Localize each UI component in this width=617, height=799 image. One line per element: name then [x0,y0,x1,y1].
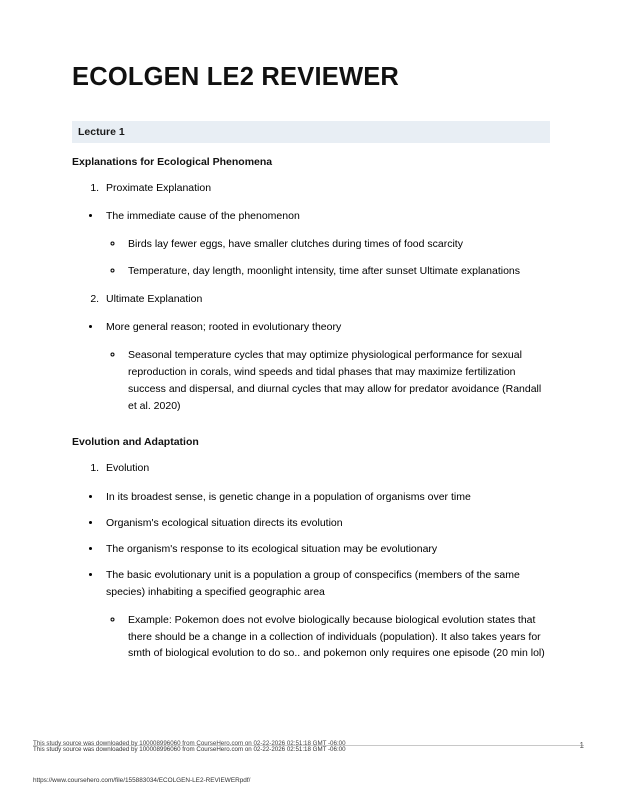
section-band-lecture-1: Lecture 1 [72,121,550,143]
subbullet-list-proximate [72,236,550,280]
list-item: ◦ Birds lay fewer eggs, have smaller clutches during times of food scarcity [124,236,550,253]
numbered-list-proximate [72,181,550,196]
heading-evolution-and-adaptation: Evolution and Adaptation [72,436,199,449]
list-item: 2. Ultimate Explanation [102,292,550,307]
list-item: ◦ Temperature, day length, moonlight intensity, time after sunset Ultimate explanations [124,263,550,280]
watermark-text-overlay: This study source was downloaded by 100008996060 from CourseHero.com on 02-22-2026 02:51:18 GMT -06:00 [33,746,346,753]
list-item: • The immediate cause of the phenomenon [102,208,550,224]
bullet-list-ultimate [72,319,550,335]
numbered-list-ultimate [72,292,550,307]
list-item: • Organism's ecological situation directs its evolution [102,515,550,531]
list-item: 1. Proximate Explanation [102,181,550,196]
list-item: • The basic evolutionary unit is a population a group of conspecifics (members of the same species) inhabiting a specified geographic area [102,567,550,600]
subbullet-list-ultimate [72,347,550,414]
list-item: ◦ Seasonal temperature cycles that may optimize physiological performance for sexual reproduction in corals, wind speeds and tidal phases that may maximize fertilization success and dispersal, and diurnal cycles that may allow for predator avoidance (Randall et al. 2020) [124,347,550,414]
subbullet-list-evolution [72,612,550,662]
bullet-list-evolution [72,489,550,600]
document-body [72,62,550,674]
bullet-list-proximate [72,208,550,224]
list-item: ◦ Example: Pokemon does not evolve biologically because biological evolution states that there should be a change in a collection of individuals (population). It also takes years for smth of biological evolution to do so.. and pokemon only requires one episode (20 min lol) [124,612,550,662]
source-url: https://www.coursehero.com/file/155883034/ECOLGEN-LE2-REVIEWERpdf/ [33,777,251,784]
page-title: ECOLGEN LE2 REVIEWER [72,63,400,91]
list-item: • More general reason; rooted in evolutionary theory [102,319,550,335]
list-item: • In its broadest sense, is genetic change in a population of organisms over time [102,489,550,505]
list-item: 1. Evolution [102,461,550,476]
numbered-list-evolution [72,461,550,476]
watermark-text: This study source was downloaded by 100008996060 from CourseHero.com on 02-22-2026 02:51:18 GMT -06:00 [33,740,346,747]
page-number: 1 [579,741,584,750]
list-item: • The organism's response to its ecological situation may be evolutionary [102,541,550,557]
heading-explanations-for-ecological-phenomena: Explanations for Ecological Phenomena [72,155,273,168]
